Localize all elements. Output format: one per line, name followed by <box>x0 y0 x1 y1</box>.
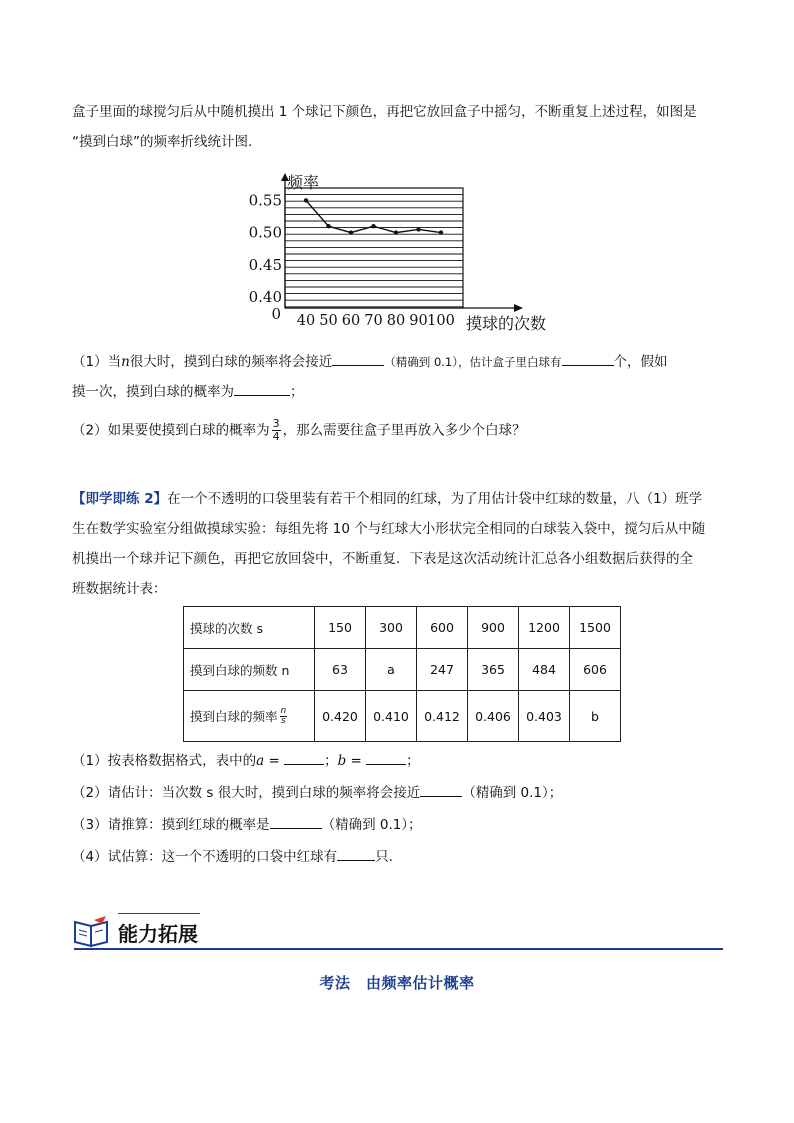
y-tick-label: 0.50 <box>248 223 282 242</box>
var-n: n <box>121 354 130 370</box>
q1-line2-a: 摸一次，摸到白球的概率为 <box>72 384 234 400</box>
data-point <box>326 224 330 228</box>
table-cell: 484 <box>519 649 570 691</box>
practice-text: 在一个不透明的口袋里装有若干个相同的红球，为了用估计袋中红球的数量，八（1）班学 <box>167 491 703 507</box>
table-cell: 1200 <box>519 607 570 649</box>
end-mark: ； <box>406 753 420 769</box>
section-divider <box>74 948 723 950</box>
fraction-n-over-s <box>280 707 288 726</box>
table-cell: 0.406 <box>468 691 519 742</box>
x-tick-label: 50 <box>319 313 338 329</box>
x-tick-label: 100 <box>427 313 455 329</box>
tq1-text: （1）按表格数据格式，表中的 <box>72 753 257 769</box>
answer-blank[interactable] <box>366 750 406 765</box>
frequency-line-chart <box>236 170 566 335</box>
table-cell: 606 <box>570 649 621 691</box>
table-row <box>184 691 621 742</box>
y-tick-label: 0.55 <box>248 191 282 210</box>
frac-den: 4 <box>272 430 280 443</box>
q1-line2-b: ； <box>290 384 304 400</box>
intro-line-1: 盒子里面的球搅匀后从中随机摸出 1 个球记下颜色，再把它放回盒子中摇匀，不断重复上述过程，如图是 <box>72 104 697 120</box>
book-icon <box>72 914 112 948</box>
data-point <box>304 198 308 202</box>
practice-2-line-4: 班数据统计表： <box>72 581 167 597</box>
method-title: 考法 由频率估计概率 <box>319 974 475 992</box>
answer-blank[interactable] <box>332 351 384 366</box>
answer-blank[interactable] <box>270 814 322 829</box>
practice-tag: 【即学即练 2】 <box>72 491 168 507</box>
tq3-text: （3）请推算：摸到红球的概率是 <box>72 817 270 833</box>
equals-sign: = <box>346 753 367 769</box>
question-1-line-2 <box>72 381 722 403</box>
table-cell: 0.410 <box>366 691 417 742</box>
tq2-text: （2）请估计：当次数 s 很大时，摸到白球的频率将会接近 <box>72 785 421 801</box>
table-cell: 0.412 <box>417 691 468 742</box>
y-tick-label: 0.40 <box>248 288 282 306</box>
table-cell: 900 <box>468 607 519 649</box>
frac-num: n <box>280 705 287 716</box>
tq2-end: （精确到 0.1）； <box>462 785 563 801</box>
data-point <box>349 230 353 234</box>
separator: ； <box>324 753 338 769</box>
practice-2-line-3: 机摸出一个球并记下颜色，再把它放回袋中，不断重复．下表是这次活动统计汇总各小组数据后获得的全 <box>72 551 693 567</box>
table-question-3 <box>72 814 722 836</box>
x-tick-label: 60 <box>341 313 361 329</box>
equals-sign: = <box>264 753 285 769</box>
x-axis-label: 摸球的次数 <box>466 314 547 333</box>
frac-num: 3 <box>272 417 280 430</box>
x-tick-label: 80 <box>386 313 406 329</box>
table-question-4 <box>72 846 722 868</box>
table-cell: 63 <box>315 649 366 691</box>
table-cell: 0.403 <box>519 691 570 742</box>
fraction-three-quarters <box>272 418 281 443</box>
section-title: 能力拓展 <box>118 922 198 946</box>
table-cell: 1500 <box>570 607 621 649</box>
table-cell: 247 <box>417 649 468 691</box>
data-table <box>183 606 621 742</box>
x-axis-arrow <box>514 304 523 312</box>
answer-blank[interactable] <box>284 750 324 765</box>
q1-part-a: （1）当 <box>72 354 122 370</box>
table-cell: 365 <box>468 649 519 691</box>
q2-part-b: ，那么需要往盒子里再放入多少个白球？ <box>282 422 526 439</box>
data-point <box>371 224 375 228</box>
tq4-text: （4）试估算：这一个不透明的口袋中红球有 <box>72 849 338 865</box>
table-cell: a <box>366 649 417 691</box>
answer-blank[interactable] <box>234 381 290 396</box>
var-a: a <box>256 753 265 769</box>
section-top-rule <box>118 913 200 914</box>
row-header: 摸球的次数 s <box>184 607 315 649</box>
table-row <box>184 649 621 691</box>
table-cell: 150 <box>315 607 366 649</box>
q2-part-a: （2）如果要使摸到白球的概率为 <box>72 422 270 439</box>
data-point <box>439 230 443 234</box>
y-tick-label: 0.45 <box>248 255 282 274</box>
table-cell: 300 <box>366 607 417 649</box>
x-tick-label: 40 <box>296 313 316 329</box>
table-question-1 <box>72 750 722 772</box>
table-row <box>184 607 621 649</box>
question-1-line-1 <box>72 351 722 373</box>
practice-2-line-2: 生在数学实验室分组做摸球实验：每组先将 10 个与红球大小形状完全相同的白球装入袋中，搅匀后从中随 <box>72 521 706 537</box>
data-point <box>416 227 420 231</box>
y-axis-label: 频率 <box>287 173 320 192</box>
table-question-2 <box>72 782 722 804</box>
question-2 <box>72 418 722 443</box>
row-header: 摸到白球的频数 n <box>184 649 315 691</box>
practice-2-line-1 <box>72 488 722 510</box>
answer-blank[interactable] <box>420 782 462 797</box>
table-cell: b <box>570 691 621 742</box>
q1-part-d: 个，假如 <box>613 354 668 370</box>
table-cell: 600 <box>417 607 468 649</box>
data-point <box>394 230 398 234</box>
table-cell: 0.420 <box>315 691 366 742</box>
var-b: b <box>337 753 347 769</box>
intro-line-2: “摸到白球”的频率折线统计图. <box>72 134 253 150</box>
tq3-end: （精确到 0.1）； <box>321 817 422 833</box>
q1-part-c: （精确到 0.1），估计盒子里白球有 <box>384 355 562 369</box>
frac-den: s <box>281 715 286 726</box>
q1-part-b: 很大时，摸到白球的频率将会接近 <box>129 354 333 370</box>
row-header <box>184 691 315 742</box>
answer-blank[interactable] <box>337 846 375 861</box>
row-header-text: 摸到白球的频率 <box>190 708 278 724</box>
x-tick-label: 70 <box>364 313 383 329</box>
x-tick-label: 90 <box>409 313 428 329</box>
tq4-end: 只. <box>375 849 393 865</box>
answer-blank[interactable] <box>562 351 614 366</box>
origin-label: 0 <box>271 305 281 323</box>
